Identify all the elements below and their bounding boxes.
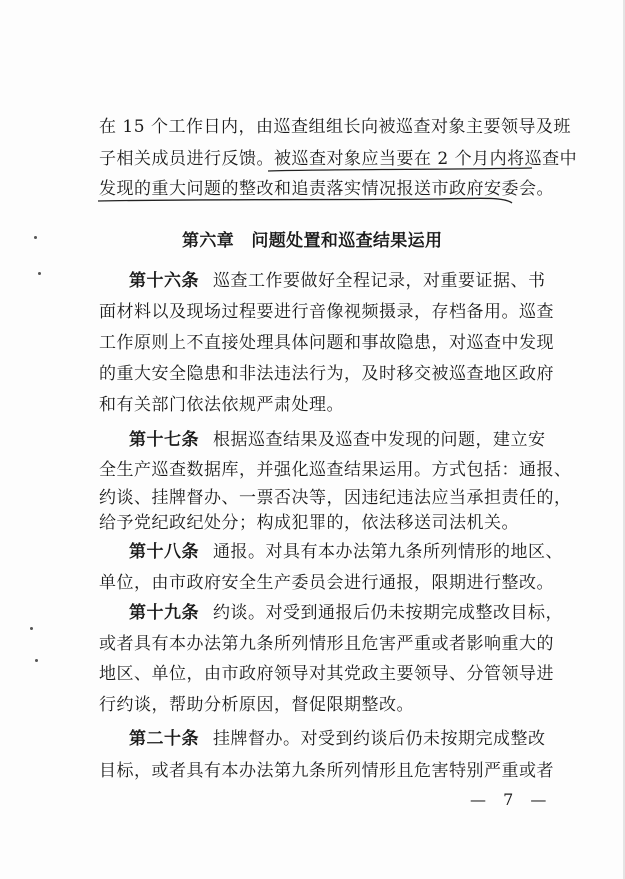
scan-speck xyxy=(35,659,38,662)
article-title: 第二十条 xyxy=(129,729,199,749)
scan-speck xyxy=(34,236,37,239)
text-line: 面材料以及现场过程要进行音像视频摄录，存档备用。巡查 xyxy=(99,302,554,322)
article-title: 第十六条 xyxy=(129,271,199,291)
text-line: 给予党纪政纪处分；构成犯罪的，依法移送司法机关。 xyxy=(99,513,519,533)
text-line: 全生产巡查数据库，并强化巡查结果运用。方式包括：通报、 xyxy=(99,460,572,480)
text-line: 目标，或者具有本办法第九条所列情形且危害特别严重或者 xyxy=(99,761,554,781)
article-title: 第十八条 xyxy=(129,542,199,562)
chapter-heading: 第六章 问题处置和巡查结果运用 xyxy=(182,231,442,251)
article-text: 根据巡查结果及巡查中发现的问题，建立安 xyxy=(213,430,546,450)
text-line: 发现的重大问题的整改和追责落实情况报送市政府安委会。 xyxy=(99,179,554,199)
text-line: 在 15 个工作日内，由巡查组组长向被巡查对象主要领导及班 xyxy=(99,117,571,137)
article-title: 第十七条 xyxy=(129,430,199,450)
article-text: 约谈。对受到通报后仍未按期完成整改目标， xyxy=(213,603,563,623)
page-number: — 7 — xyxy=(470,790,553,809)
text-line: 或者具有本办法第九条所列情形且危害严重或者影响重大的 xyxy=(99,634,554,654)
scan-speck xyxy=(30,627,33,630)
text-line: 工作原则上不直接处理具体问题和事故隐患，对巡查中发现 xyxy=(99,333,554,353)
text-line: 单位，由市政府安全生产委员会进行通报，限期进行整改。 xyxy=(99,573,554,593)
scan-speck xyxy=(38,272,41,275)
text-line: 约谈、挂牌督办、一票否决等，因违纪违法应当承担责任的， xyxy=(99,488,572,508)
article-text: 挂牌督办。对受到约谈后仍未按期完成整改 xyxy=(213,729,546,749)
article-text: 通报。对具有本办法第九条所列情形的地区、 xyxy=(213,542,563,562)
article-text: 巡查工作要做好全程记录，对重要证据、书 xyxy=(213,271,546,291)
text-line: 和有关部门依法依规严肃处理。 xyxy=(99,395,344,415)
text-line: 子相关成员进行反馈。被巡查对象应当要在 2 个月内将巡查中 xyxy=(99,149,578,169)
text-line: 地区、单位，由市政府领导对其党政主要领导、分管领导进 xyxy=(99,664,554,684)
text-line: 行约谈，帮助分析原因，督促限期整改。 xyxy=(99,695,414,715)
article-title: 第十九条 xyxy=(129,603,199,623)
text-line: 的重大安全隐患和非法违法行为，及时移交被巡查地区政府 xyxy=(99,364,554,384)
